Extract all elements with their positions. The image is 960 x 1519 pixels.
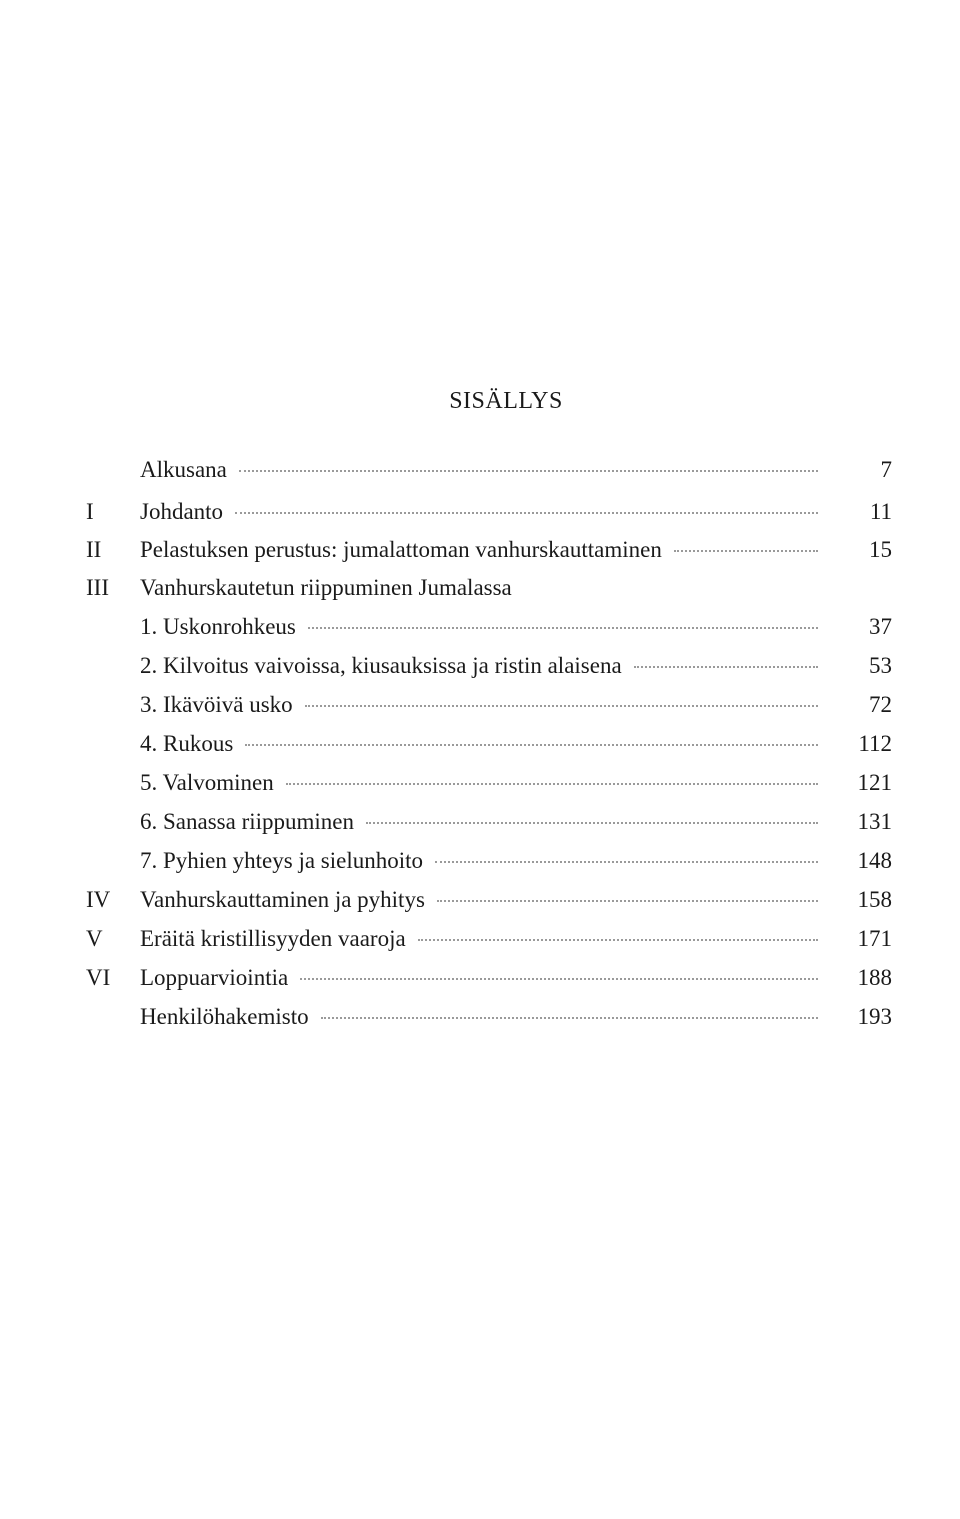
entry-title: Johdanto	[140, 499, 224, 524]
entry-title: 4. Rukous	[140, 731, 234, 756]
page-title: SISÄLLYS	[449, 388, 563, 414]
toc-entry	[0, 532, 960, 568]
page-number: 193	[857, 1004, 892, 1029]
entry-title: Vanhurskautetun riippuminen Jumalassa	[140, 575, 512, 600]
entry-title: Alkusana	[140, 457, 227, 482]
dot-leader	[245, 744, 818, 746]
chapter-number: V	[86, 926, 103, 951]
page-number: 72	[869, 692, 892, 717]
entry-title: Henkilöhakemisto	[140, 1004, 309, 1029]
entry-title: Pelastuksen perustus: jumalattoman vanhurskauttaminen	[140, 537, 662, 562]
entry-title: 7. Pyhien yhteys ja sielunhoito	[140, 848, 424, 873]
entry-title: 1. Uskonrohkeus	[140, 614, 296, 639]
dot-leader	[305, 705, 818, 707]
entry-title: Eräitä kristillisyyden vaaroja	[140, 926, 406, 951]
toc-entry	[0, 609, 960, 645]
dot-leader	[235, 512, 818, 514]
chapter-number: I	[86, 499, 94, 524]
toc-entry	[0, 570, 960, 606]
dot-leader	[308, 627, 818, 629]
entry-title: Loppuarviointia	[140, 965, 289, 990]
toc-entry	[0, 843, 960, 879]
toc-entry	[0, 804, 960, 840]
entry-title: 3. Ikävöivä usko	[140, 692, 293, 717]
dot-leader	[286, 783, 818, 785]
page-number: 7	[880, 457, 892, 482]
page-number: 171	[857, 926, 892, 951]
chapter-number: IV	[86, 887, 111, 912]
dot-leader	[435, 861, 818, 863]
chapter-number: II	[86, 537, 102, 562]
page-number: 15	[869, 537, 892, 562]
dot-leader	[634, 666, 818, 668]
toc-entry	[0, 452, 960, 488]
toc-entry	[0, 765, 960, 801]
page-number: 188	[857, 965, 892, 990]
page-number: 53	[869, 653, 892, 678]
toc-entry	[0, 687, 960, 723]
entry-title: Vanhurskauttaminen ja pyhitys	[140, 887, 425, 912]
dot-leader	[300, 978, 818, 980]
dot-leader	[674, 550, 818, 552]
page-number: 121	[857, 770, 892, 795]
dot-leader	[366, 822, 818, 824]
chapter-number: III	[86, 575, 109, 600]
page-number: 11	[869, 499, 892, 524]
dot-leader	[321, 1017, 818, 1019]
dot-leader	[239, 470, 818, 472]
toc-entry	[0, 882, 960, 918]
page-number: 158	[857, 887, 892, 912]
dot-leader	[418, 939, 818, 941]
toc-entry	[0, 999, 960, 1035]
toc-entry	[0, 921, 960, 957]
page-number: 37	[869, 614, 892, 639]
page-number: 131	[857, 809, 892, 834]
entry-title: 5. Valvominen	[140, 770, 274, 795]
page-number: 112	[858, 731, 892, 756]
entry-title: 2. Kilvoitus vaivoissa, kiusauksissa ja ristin alaisena	[140, 653, 622, 678]
chapter-number: VI	[86, 965, 111, 990]
toc-entry	[0, 494, 960, 530]
toc-entry	[0, 726, 960, 762]
entry-title: 6. Sanassa riippuminen	[140, 809, 354, 834]
toc-entry	[0, 648, 960, 684]
toc-entry	[0, 960, 960, 996]
page-number: 148	[857, 848, 892, 873]
dot-leader	[437, 900, 818, 902]
